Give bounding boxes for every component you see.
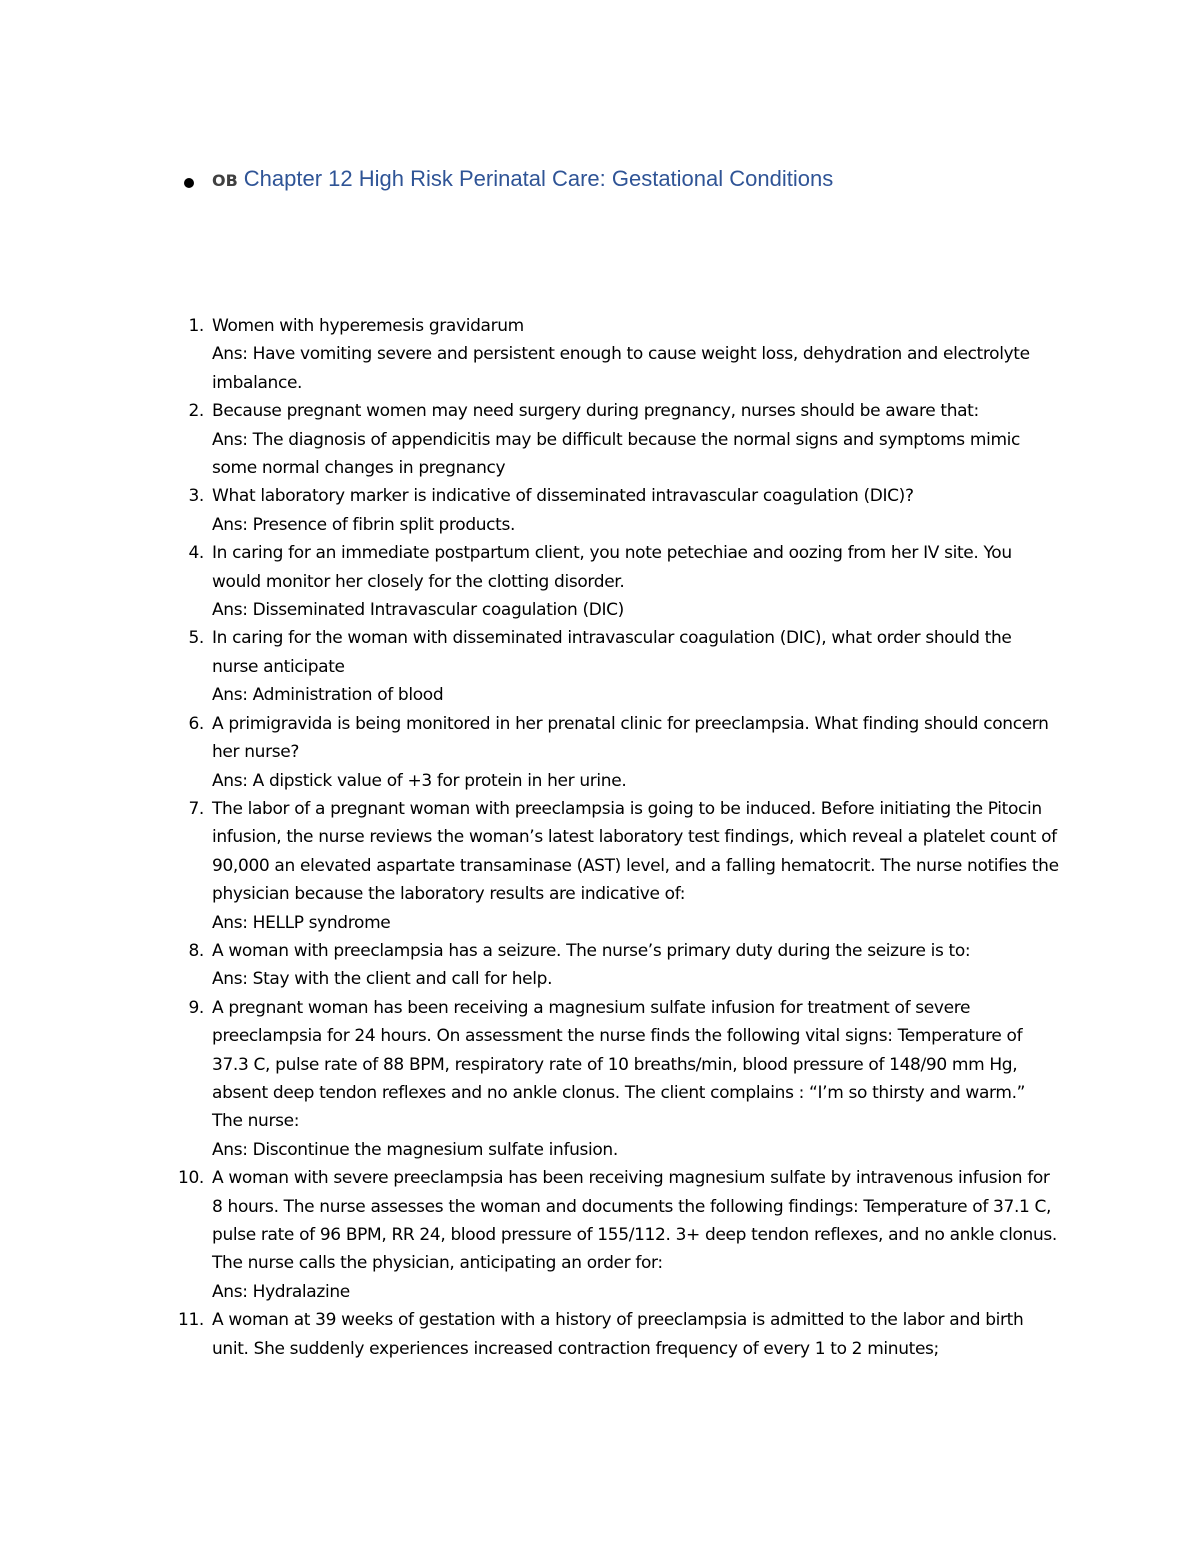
question-item	[160, 710, 1060, 795]
question-number: 10.	[178, 1168, 204, 1189]
answer-text: Ans: Administration of blood	[212, 685, 444, 706]
answer-text: Ans: Presence of fibrin split products.	[212, 514, 516, 535]
heading-title: Chapter 12 High Risk Perinatal Care: Gestational Conditions	[243, 166, 834, 191]
question-text: Because pregnant women may need surgery during pregnancy, nurses should be aware that:	[212, 401, 979, 422]
document-heading	[212, 166, 833, 192]
answer-text: Ans: Have vomiting severe and persistent enough to cause weight loss, dehydration and electrolyte imbalance.	[212, 344, 1030, 393]
answer-text: Ans: Stay with the client and call for help.	[212, 969, 553, 990]
question-text: The labor of a pregnant woman with preeclampsia is going to be induced. Before initiating the Pitocin infusion, the nurse reviews the woman’s latest laboratory test findings, which reveal a platelet count of 90,000 an elevated aspartate transaminase (AST) level, and a falling hematocrit. The nurse notifies the physician because the laboratory results are indicative of:	[212, 798, 1059, 905]
question-text: In caring for the woman with disseminated intravascular coagulation (DIC), what order should the nurse anticipate	[212, 628, 1012, 677]
question-item	[160, 397, 1060, 482]
question-number: 4.	[188, 543, 204, 564]
question-text: A woman with severe preeclampsia has been receiving magnesium sulfate by intravenous infusion for 8 hours. The nurse assesses the woman and documents the following findings: Temperature of 37.1 C, pulse rate of 96 BPM, RR 24, blood pressure of 155/112. 3+ deep tendon reflexes, and no ankle clonus. The nurse calls the physician, anticipating an order for:	[212, 1168, 1057, 1274]
question-list	[160, 312, 1060, 1363]
question-number: 9.	[188, 997, 204, 1018]
question-text: A woman at 39 weeks of gestation with a history of preeclampsia is admitted to the labor and birth unit. She suddenly experiences increased contraction frequency of every 1 to 2 minutes;	[212, 1310, 1024, 1359]
question-item	[160, 539, 1060, 624]
question-number: 5.	[188, 628, 204, 649]
question-number: 1.	[188, 316, 204, 336]
answer-text: Ans: The diagnosis of appendicitis may be difficult because the normal signs and symptoms mimic some normal changes in pregnancy	[212, 429, 1021, 479]
question-text: In caring for an immediate postpartum client, you note petechiae and oozing from her IV site. You would monitor her closely for the clotting disorder.	[212, 543, 1012, 592]
answer-text: Ans: A dipstick value of +3 for protein in her urine.	[212, 770, 627, 791]
answer-text: Ans: HELLP syndrome	[212, 912, 391, 933]
question-number: 2.	[188, 401, 204, 422]
question-number: 3.	[188, 486, 204, 507]
question-text: A woman with preeclampsia has a seizure. The nurse’s primary duty during the seizure is to:	[212, 940, 971, 961]
question-text: Women with hyperemesis gravidarum	[212, 316, 524, 336]
question-item	[160, 1306, 1060, 1363]
question-number: 11.	[178, 1310, 204, 1331]
question-number: 7.	[188, 798, 204, 819]
question-item	[160, 624, 1060, 709]
question-number: 6.	[188, 713, 204, 734]
bullet-icon	[184, 178, 194, 188]
question-item	[160, 994, 1060, 1164]
question-item	[160, 312, 1060, 397]
answer-text: Ans: Hydralazine	[212, 1281, 350, 1302]
question-item	[160, 937, 1060, 994]
answer-text: Ans: Discontinue the magnesium sulfate infusion.	[212, 1139, 618, 1160]
question-item	[160, 1164, 1060, 1306]
question-item	[160, 482, 1060, 539]
question-item	[160, 795, 1060, 937]
answer-text: Ans: Disseminated Intravascular coagulation (DIC)	[212, 600, 624, 621]
question-number: 8.	[188, 940, 204, 961]
heading-prefix: OB	[212, 171, 238, 190]
question-text: What laboratory marker is indicative of disseminated intravascular coagulation (DIC)?	[212, 486, 914, 507]
question-text: A primigravida is being monitored in her prenatal clinic for preeclampsia. What finding should concern her nurse?	[212, 713, 1049, 763]
question-text: A pregnant woman has been receiving a magnesium sulfate infusion for treatment of severe preeclampsia for 24 hours. On assessment the nurse finds the following vital signs: Temperature of 37.3 C, pulse rate of 88 BPM, respiratory rate of 10 breaths/min, blood pressure of 148/90 mm Hg, absent deep tendon reflexes and no ankle clonus. The client complains : “I’m so thirsty and warm.” The nurse:	[212, 997, 1026, 1132]
